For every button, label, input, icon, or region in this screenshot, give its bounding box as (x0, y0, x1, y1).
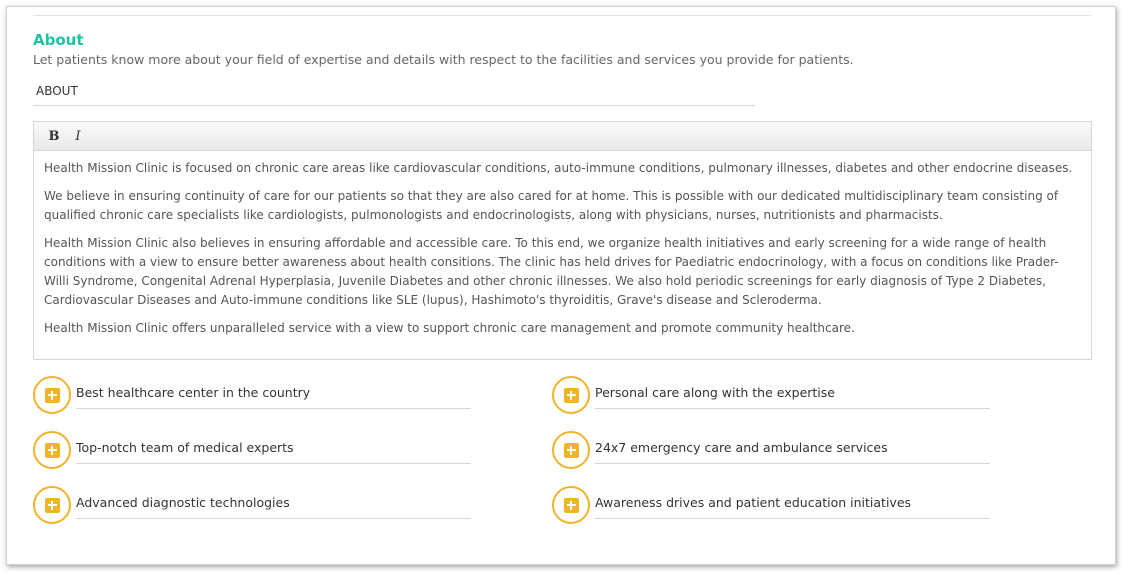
about-card (6, 6, 1116, 565)
section-title: About (33, 31, 84, 49)
editor-paragraph: We believe in ensuring continuity of care for our patients so that they are also cared for at home. This is possible with our dedicated multidisciplinary team consisting of qualified chronic care specialists like cardiologists, pulmonologists and endocrinologists, along with physicians, nurses, nutritionists and pharmacists. (44, 189, 1059, 222)
about-field[interactable] (33, 79, 755, 106)
feature-input[interactable]: Advanced diagnostic technologies (76, 494, 471, 519)
feature-input[interactable]: Awareness drives and patient education initiatives (595, 494, 990, 519)
feature-input[interactable]: Best healthcare center in the country (76, 384, 471, 409)
italic-button[interactable]: I (75, 128, 81, 144)
editor-paragraph: Health Mission Clinic offers unparalleled service with a view to support chronic care management and promote community healthcare. (44, 321, 855, 335)
feature-item (33, 376, 473, 414)
editor-paragraph: Health Mission Clinic also believes in ensuring affordable and accessible care. To this end, we organize health initiatives and early screening for a wide range of health conditions with a view to ensure better awareness about health consitions. The clinic has held drives for Paediatric endocrinology, with a focus on conditions like Prader-Willi Syndrome, Congenital Adrenal Hyperplasia, Juvenile Diabetes and other chronic illnesses. We also hold periodic screenings for early diagnosis of Type 2 Diabetes, Cardiovascular Diseases and Auto-immune conditions like SLE (lupus), Hashimoto's thyroiditis, Grave's disease and Scleroderma. (44, 236, 1059, 307)
feature-item (33, 486, 473, 524)
plus-circle-icon[interactable] (33, 376, 71, 414)
editor-content[interactable] (34, 151, 1091, 338)
feature-item (33, 431, 473, 469)
plus-circle-icon[interactable] (552, 431, 590, 469)
editor-toolbar (34, 122, 1091, 151)
feature-input[interactable]: Personal care along with the expertise (595, 384, 990, 409)
top-divider (33, 15, 1091, 16)
feature-item (552, 486, 992, 524)
feature-item (552, 431, 992, 469)
editor-paragraph: Health Mission Clinic is focused on chronic care areas like cardiovascular conditions, auto-immune conditions, pulmonary illnesses, diabetes and other endocrine diseases. (44, 161, 1073, 175)
plus-circle-icon[interactable] (552, 376, 590, 414)
feature-input[interactable]: Top-notch team of medical experts (76, 439, 471, 464)
feature-input[interactable]: 24x7 emergency care and ambulance services (595, 439, 990, 464)
plus-circle-icon[interactable] (552, 486, 590, 524)
feature-item (552, 376, 992, 414)
section-description: Let patients know more about your field of expertise and details with respect to the facilities and services you provide for patients. (33, 52, 854, 67)
rich-text-editor[interactable] (33, 121, 1092, 360)
plus-circle-icon[interactable] (33, 486, 71, 524)
plus-circle-icon[interactable] (33, 431, 71, 469)
about-field-label: ABOUT (36, 84, 78, 98)
bold-button[interactable]: B (48, 128, 60, 144)
